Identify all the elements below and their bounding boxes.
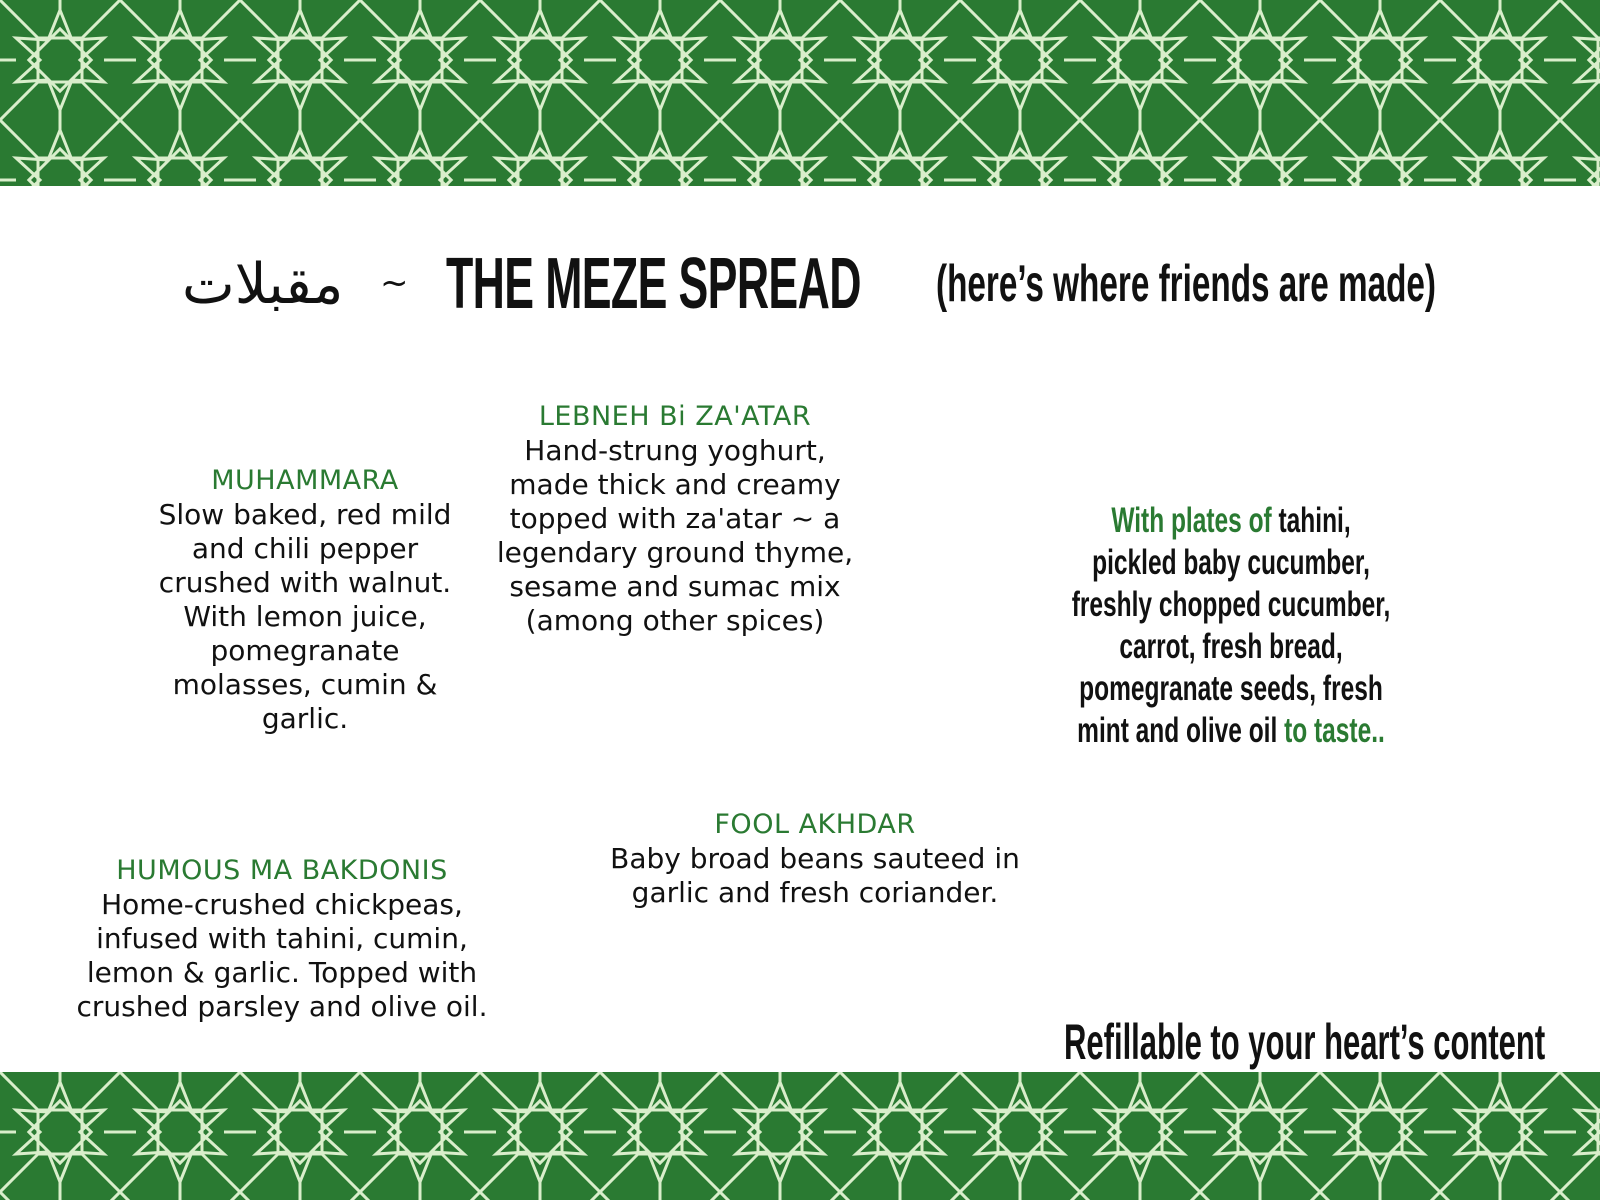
menu-item-name: FOOL AKHDAR bbox=[714, 809, 916, 840]
accompaniments-list: tahini, pickled baby cucumber, freshly chopped cucumber, carrot, fresh bread, pomegranate seeds, fresh mint and olive oil bbox=[1071, 501, 1391, 750]
page-title: THE MEZE SPREAD bbox=[446, 244, 861, 324]
accompaniments-lead: With plates of bbox=[1111, 501, 1272, 540]
menu-item-name: HUMOUS MA BAKDONIS bbox=[116, 855, 448, 886]
tagline: (here’s where friends are made) bbox=[936, 255, 1437, 313]
menu-item-humous bbox=[62, 854, 502, 1024]
geometric-pattern bbox=[0, 0, 1600, 186]
geometric-pattern bbox=[0, 1072, 1600, 1200]
menu-item-description: Home-crushed chickpeas, infused with tahini, cumin, lemon & garlic. Topped with crushed parsley and olive oil. bbox=[76, 888, 488, 1023]
accompaniments-tail: to taste.. bbox=[1284, 711, 1385, 750]
menu-item-name: MUHAMMARA bbox=[211, 465, 399, 496]
menu-item-description: Slow baked, red mild and chili pepper crushed with walnut. With lemon juice, pomegranate molasses, cumin & garlic. bbox=[158, 498, 452, 735]
refill-note: Refillable to your heart’s content bbox=[1064, 1014, 1546, 1070]
title-separator: ~ bbox=[380, 263, 409, 303]
menu-item-name: LEBNEH Bi ZA'ATAR bbox=[538, 401, 812, 432]
menu-item-description: Baby broad beans sauteed in garlic and fresh coriander. bbox=[610, 842, 1020, 909]
menu-item-muhammara bbox=[140, 464, 470, 736]
menu-item-fool-akhdar bbox=[600, 808, 1030, 910]
menu-header bbox=[0, 240, 1600, 330]
accompaniments-note bbox=[1066, 500, 1396, 752]
arabic-title: مقبلات bbox=[182, 252, 344, 317]
decorative-pattern-band-top bbox=[0, 0, 1600, 186]
menu-item-description: Hand-strung yoghurt, made thick and creamy topped with za'atar ~ a legendary ground thyme, sesame and sumac mix (among other spices) bbox=[496, 434, 854, 637]
decorative-pattern-band-bottom bbox=[0, 1072, 1600, 1200]
menu-item-lebneh bbox=[490, 400, 860, 638]
